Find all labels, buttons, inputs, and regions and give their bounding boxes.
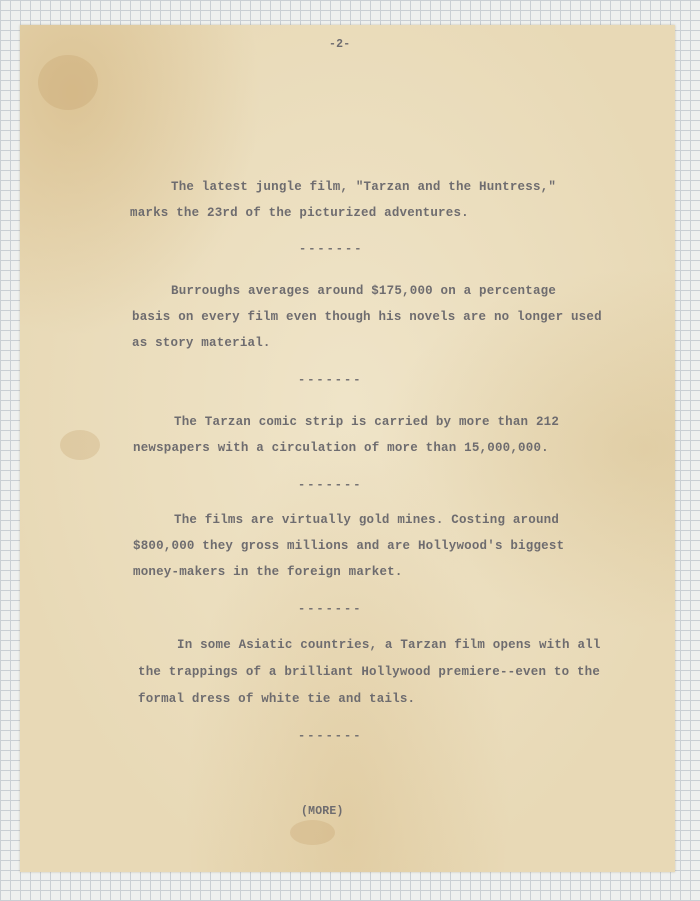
separator-3: ------- xyxy=(298,478,363,492)
paragraph-1-line-2: marks the 23rd of the picturized adventures. xyxy=(130,206,469,220)
paragraph-3-line-1: The Tarzan comic strip is carried by more than 212 xyxy=(174,415,560,429)
paragraph-4-line-3: money-makers in the foreign market. xyxy=(133,565,403,579)
separator-5: ------- xyxy=(298,729,363,743)
paragraph-2-line-3: as story material. xyxy=(132,336,271,350)
stain xyxy=(60,430,100,460)
paragraph-5-line-1: In some Asiatic countries, a Tarzan film opens with all xyxy=(177,638,601,652)
paragraph-4-line-2: $800,000 they gross millions and are Hollywood's biggest xyxy=(133,539,565,553)
stain xyxy=(38,55,98,110)
paragraph-5-line-2: the trappings of a brilliant Hollywood premiere--even to the xyxy=(138,665,601,679)
separator-2: ------- xyxy=(298,373,363,387)
paragraph-4-line-1: The films are virtually gold mines. Costing around xyxy=(174,513,560,527)
page-number: -2- xyxy=(329,38,351,51)
separator-4: ------- xyxy=(298,602,363,616)
more-continuation-mark: (MORE) xyxy=(301,805,344,818)
paragraph-2-line-2: basis on every film even though his novels are no longer used xyxy=(132,310,602,324)
paragraph-5-line-3: formal dress of white tie and tails. xyxy=(138,692,416,706)
separator-1: ------- xyxy=(299,242,364,256)
paragraph-1-line-1: The latest jungle film, "Tarzan and the Huntress," xyxy=(171,180,557,194)
paragraph-2-line-1: Burroughs averages around $175,000 on a percentage xyxy=(171,284,557,298)
typewritten-page xyxy=(20,25,675,872)
paragraph-3-line-2: newspapers with a circulation of more than 15,000,000. xyxy=(133,441,549,455)
stain xyxy=(290,820,335,845)
